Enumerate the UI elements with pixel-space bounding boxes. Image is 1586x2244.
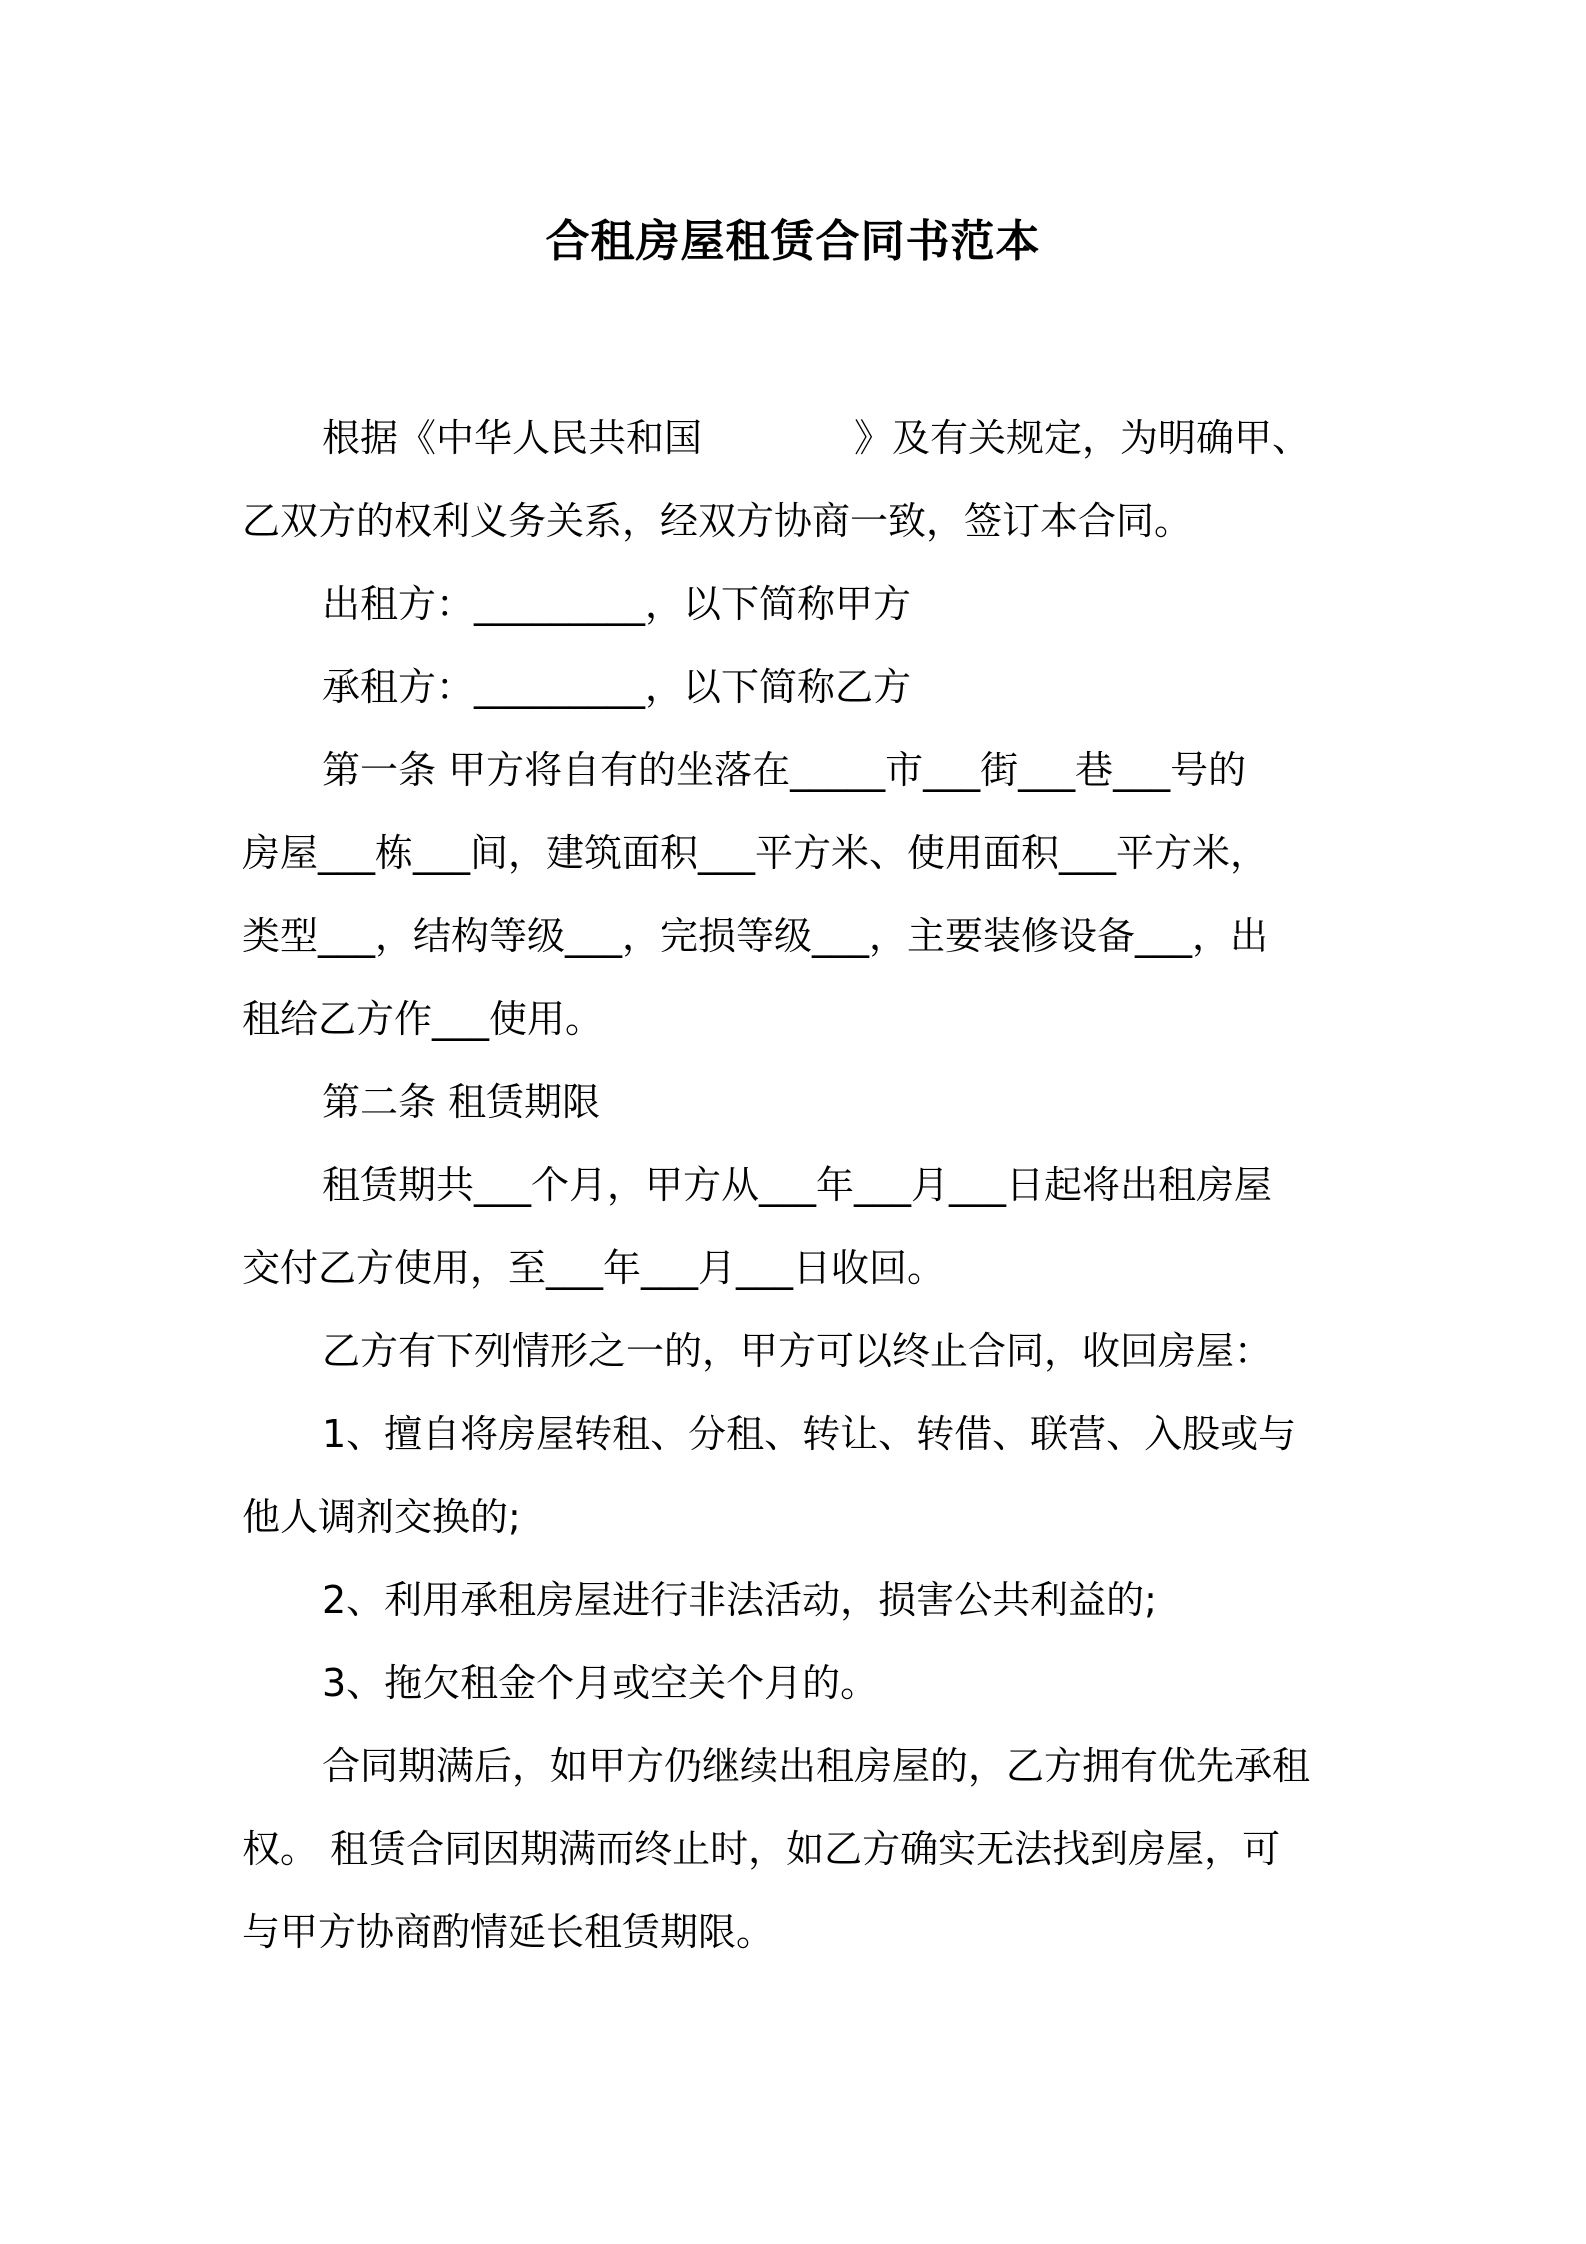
document-title: 合租房屋租赁合同书范本 bbox=[545, 216, 1041, 267]
list-item: 他人调剂交换的; bbox=[242, 1495, 521, 1539]
section-heading: 第二条 租赁期限 bbox=[322, 1080, 601, 1124]
paragraph-line: 出租方：_________，以下简称甲方 bbox=[322, 582, 912, 626]
paragraph-line: 乙方有下列情形之一的，甲方可以终止合同，收回房屋： bbox=[322, 1329, 1273, 1373]
list-item: 2、利用承租房屋进行非法活动，损害公共利益的; bbox=[322, 1578, 1157, 1622]
list-item: 3、拖欠租金个月或空关个月的。 bbox=[322, 1661, 879, 1705]
paragraph-line: 承租方：_________，以下简称乙方 bbox=[322, 665, 912, 709]
paragraph-line: 合同期满后，如甲方仍继续出租房屋的，乙方拥有优先承租 bbox=[322, 1744, 1311, 1788]
paragraph-line: 根据《中华人民共和国 》及有关规定，为明确甲、 bbox=[322, 416, 1311, 460]
paragraph-line: 第一条 甲方将自有的坐落在_____市___街___巷___号的 bbox=[322, 748, 1247, 792]
paragraph-line: 与甲方协商酌情延长租赁期限。 bbox=[242, 1910, 775, 1954]
paragraph-line: 权。 租赁合同因期满而终止时，如乙方确实无法找到房屋，可 bbox=[242, 1827, 1281, 1871]
paragraph-line: 房屋___栋___间，建筑面积___平方米、使用面积___平方米， bbox=[242, 831, 1269, 875]
paragraph-line: 乙双方的权利义务关系，经双方协商一致，签订本合同。 bbox=[242, 499, 1193, 543]
paragraph-line: 交付乙方使用，至___年___月___日收回。 bbox=[242, 1246, 946, 1290]
list-item: 1、擅自将房屋转租、分租、转让、转借、联营、入股或与 bbox=[322, 1412, 1297, 1456]
paragraph-line: 租给乙方作___使用。 bbox=[242, 997, 604, 1041]
paragraph-line: 类型___，结构等级___，完损等级___，主要装修设备___，出 bbox=[242, 914, 1269, 958]
paragraph-line: 租赁期共___个月，甲方从___年___月___日起将出租房屋 bbox=[322, 1163, 1273, 1207]
